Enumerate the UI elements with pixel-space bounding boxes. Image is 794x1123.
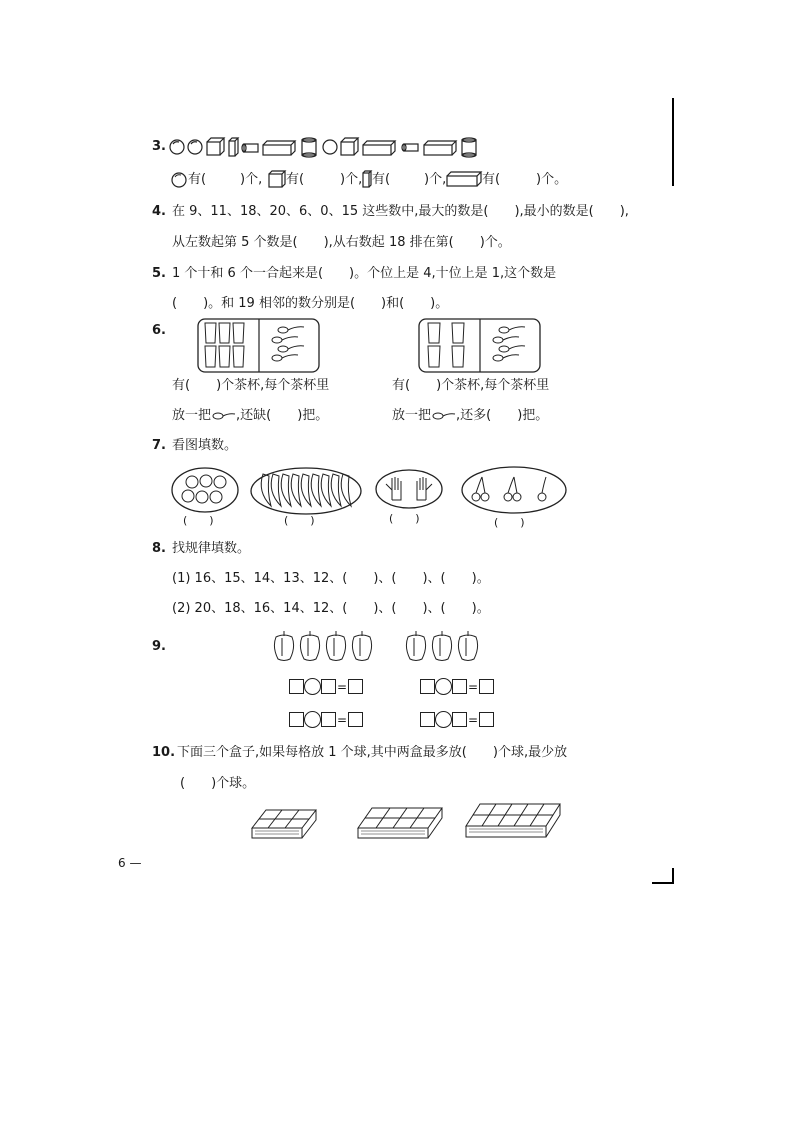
q3-shapes-row: [168, 135, 508, 159]
q3-sphere-blank: )个,: [240, 172, 263, 187]
answer-box[interactable]: [479, 712, 494, 727]
banana-icon: [301, 474, 311, 506]
q10-number: 10.: [152, 745, 176, 760]
q6-left-line1: 有( )个茶杯,每个茶杯里: [172, 378, 330, 393]
cylinder-icon: [242, 144, 258, 152]
pepper-icon: [432, 631, 451, 661]
pepper-icon: [300, 631, 319, 661]
spoon-icon: [499, 346, 525, 352]
q3-tall-cuboid-label: 有(: [372, 172, 391, 187]
cup-icon: [205, 323, 216, 343]
cup-icon: [233, 346, 244, 367]
cylinder-icon: [462, 138, 476, 157]
spoon-icon: [493, 337, 519, 343]
margin-tick: [652, 882, 674, 884]
cup-icon: [205, 346, 216, 367]
q7-title: 看图填数。: [172, 438, 238, 453]
banana-icon: [331, 474, 341, 506]
pepper-icon: [458, 631, 477, 661]
q8-title: 找规律填数。: [172, 541, 251, 556]
q5-line1: 1 个十和 6 个一合起来是( )。个位上是 4,十位上是 1,这个数是: [172, 266, 557, 281]
pepper-icon: [406, 631, 425, 661]
tall-cuboid-icon: [362, 170, 372, 188]
apple-icon: [186, 476, 198, 488]
spoon-icon: [272, 337, 298, 343]
cherry-icon: [504, 477, 521, 501]
cups-spoons-picture-right: [418, 318, 542, 374]
apple-icon: [182, 490, 194, 502]
tall-cuboid-icon: [229, 138, 238, 156]
apple-icon: [196, 491, 208, 503]
answer-box[interactable]: [420, 679, 435, 694]
apple-icon: [214, 476, 226, 488]
q4-number: 4.: [152, 204, 166, 219]
operator-circle[interactable]: [304, 711, 321, 728]
cup-icon: [219, 346, 230, 367]
page-number: 6 —: [118, 856, 142, 870]
hand-icon: [386, 477, 401, 500]
spoon-icon: [278, 346, 304, 352]
answer-box[interactable]: [479, 679, 494, 694]
sphere-icon: [171, 172, 187, 188]
peppers-group-right: [403, 627, 485, 663]
box-medium: [356, 804, 446, 840]
q8-line1: (1) 16、15、14、13、12、( )、( )、( )。: [172, 571, 490, 586]
apples-oval: [170, 466, 240, 514]
equals-sign: =: [468, 712, 479, 727]
cherry-icon: [538, 477, 546, 501]
q3-cuboid-label: 有(: [482, 172, 501, 187]
banana-icon: [321, 474, 331, 506]
pepper-icon: [274, 631, 293, 661]
q6-left-line2b: ,还缺( )把。: [236, 408, 329, 423]
cube-icon: [341, 138, 358, 155]
cup-icon: [428, 346, 440, 367]
box-small: [250, 806, 320, 842]
operator-circle[interactable]: [435, 678, 452, 695]
q7-blank-hands: ( ): [389, 512, 420, 525]
box-large: [464, 800, 564, 840]
cup-icon: [428, 323, 440, 343]
q6-right-line2a: 放一把: [392, 408, 432, 423]
q8-line2: (2) 20、18、16、14、12、( )、( )、( )。: [172, 601, 490, 616]
cup-icon: [219, 323, 230, 343]
q6-right-line1: 有( )个茶杯,每个茶杯里: [392, 378, 550, 393]
spoon-icon: [499, 327, 525, 333]
q5-line2: ( )。和 19 相邻的数分别是( )和( )。: [172, 296, 449, 311]
answer-box[interactable]: [420, 712, 435, 727]
cherries-oval: [460, 465, 568, 515]
cuboid-icon: [446, 171, 482, 187]
q6-right-line2b: ,还多( )把。: [456, 408, 549, 423]
q10-line1: 下面三个盒子,如果每格放 1 个球,其中两盒最多放( )个球,最少放: [177, 745, 568, 760]
banana-icon: [271, 474, 281, 506]
apple-icon: [200, 475, 212, 487]
answer-box[interactable]: [289, 679, 304, 694]
cube-icon: [268, 170, 286, 188]
q9-equation-1: [289, 677, 363, 696]
operator-circle[interactable]: [435, 711, 452, 728]
equals-sign: =: [337, 679, 348, 694]
cherry-icon: [472, 477, 489, 501]
q7-blank-cherries: ( ): [494, 516, 525, 529]
hand-icon: [417, 477, 432, 500]
spoon-icon: [272, 355, 298, 361]
equals-sign: =: [468, 679, 479, 694]
q9-equation-3: [289, 710, 363, 729]
operator-circle[interactable]: [304, 678, 321, 695]
q7-blank-apples: ( ): [183, 514, 214, 527]
cuboid-icon: [263, 141, 295, 155]
bananas-oval: [249, 466, 363, 516]
spoon-icon: [432, 410, 456, 422]
q3-number: 3.: [152, 139, 166, 154]
q4-line1: 在 9、11、18、20、6、0、15 这些数中,最大的数是( ),最小的数是( ),: [172, 204, 629, 219]
q10-line2: ( )个球。: [180, 776, 256, 791]
cup-icon: [233, 323, 244, 343]
answer-box[interactable]: [348, 712, 363, 727]
peppers-group-left: [271, 627, 379, 663]
cuboid-icon: [363, 141, 395, 155]
pepper-icon: [326, 631, 345, 661]
q3-cuboid-blank: )个。: [536, 172, 568, 187]
answer-box[interactable]: [321, 712, 336, 727]
answer-box[interactable]: [348, 679, 363, 694]
spoon-icon: [493, 355, 519, 361]
q9-equation-4: [420, 710, 494, 729]
q8-number: 8.: [152, 541, 166, 556]
cup-icon: [452, 323, 464, 343]
answer-box[interactable]: [321, 679, 336, 694]
equals-sign: =: [337, 712, 348, 727]
answer-box[interactable]: [452, 679, 467, 694]
q6-left-line2a: 放一把: [172, 408, 212, 423]
q6-number: 6.: [152, 323, 166, 338]
cup-icon: [452, 346, 464, 367]
q9-equation-2: [420, 677, 494, 696]
q7-number: 7.: [152, 438, 166, 453]
sphere-icon: [323, 140, 337, 154]
banana-icon: [341, 474, 351, 506]
hands-oval: [374, 468, 444, 510]
cube-icon: [207, 138, 224, 155]
q3-cube-blank: )个,: [340, 172, 363, 187]
q3-sphere-label: 有(: [188, 172, 207, 187]
cuboid-icon: [424, 141, 456, 155]
q3-cube-label: 有(: [286, 172, 305, 187]
banana-icon: [311, 474, 321, 506]
cylinder-icon: [302, 138, 316, 157]
q7-blank-bananas: ( ): [284, 514, 315, 527]
spoon-icon: [212, 410, 236, 422]
apple-icon: [210, 491, 222, 503]
answer-box[interactable]: [452, 712, 467, 727]
pepper-icon: [352, 631, 371, 661]
q9-number: 9.: [152, 639, 166, 654]
cylinder-icon: [402, 144, 418, 151]
margin-line-top: [672, 98, 674, 186]
q4-line2: 从左数起第 5 个数是( ),从右数起 18 排在第( )个。: [172, 235, 511, 250]
banana-icon: [291, 474, 301, 506]
q3-tall-cuboid-blank: )个,: [424, 172, 447, 187]
banana-icon: [261, 474, 271, 506]
banana-icon: [281, 474, 291, 506]
spoon-icon: [278, 327, 304, 333]
q5-number: 5.: [152, 266, 166, 281]
cups-spoons-picture-left: [197, 318, 321, 374]
answer-box[interactable]: [289, 712, 304, 727]
